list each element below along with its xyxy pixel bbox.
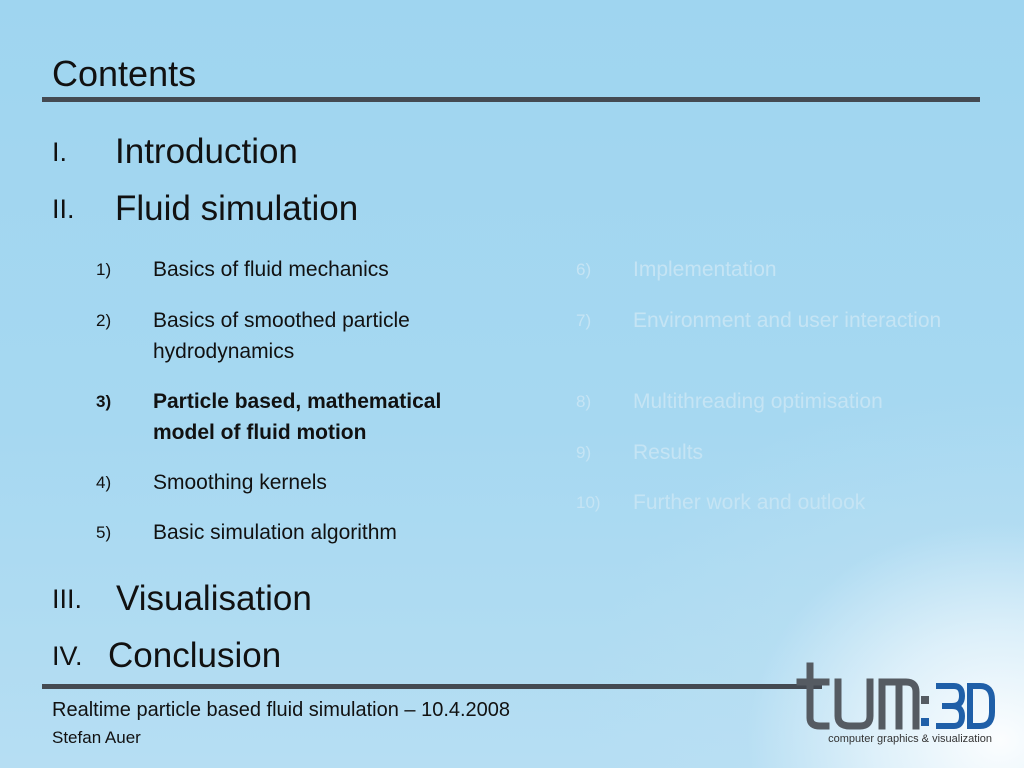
subitem-label: Results (633, 441, 704, 464)
subitem-number: 7) (576, 311, 592, 330)
section-label: Fluid simulation (115, 189, 359, 228)
subitem-label: Particle based, mathematical model of fluid motion (153, 390, 442, 444)
subitem-label: Basic simulation algorithm (153, 521, 397, 544)
footer-author: Stefan Auer (52, 728, 141, 747)
subitem-number: 9) (576, 443, 592, 462)
subitem-label: Basics of fluid mechanics (153, 258, 389, 281)
section-label: Conclusion (108, 636, 282, 675)
title-divider (42, 97, 980, 102)
subitem-number: 5) (96, 523, 112, 542)
subitem-label: Multithreading optimisation (633, 390, 883, 413)
section-number: III. (52, 584, 83, 614)
subitem-number: 6) (576, 260, 592, 279)
subitem-label: Environment and user interaction (633, 309, 942, 332)
subitem-number: 2) (96, 311, 112, 330)
footer-divider (42, 684, 822, 689)
section-label: Introduction (115, 132, 298, 171)
section-number: II. (52, 194, 75, 224)
subitem-number: 1) (96, 260, 112, 279)
subitem-label: Basics of smoothed particle hydrodynamics (153, 309, 410, 363)
subitem-label: Smoothing kernels (153, 471, 327, 494)
subitem-label: Implementation (633, 258, 777, 281)
section-label: Visualisation (116, 579, 312, 618)
footer-title: Realtime particle based fluid simulation – 10.4.2008 (52, 699, 511, 721)
subitem-number: 8) (576, 392, 592, 411)
subitem-number: 3) (96, 392, 112, 411)
logo-caption: computer graphics & visualization (828, 733, 992, 745)
subitem-number: 4) (96, 473, 112, 492)
tum3d-logo-icon (796, 660, 996, 740)
section-number: I. (52, 137, 68, 167)
subitem-label: Further work and outlook (633, 491, 866, 514)
section-number: IV. (52, 641, 83, 671)
slide-title: Contents (52, 53, 197, 94)
subitem-number: 10) (576, 493, 601, 512)
